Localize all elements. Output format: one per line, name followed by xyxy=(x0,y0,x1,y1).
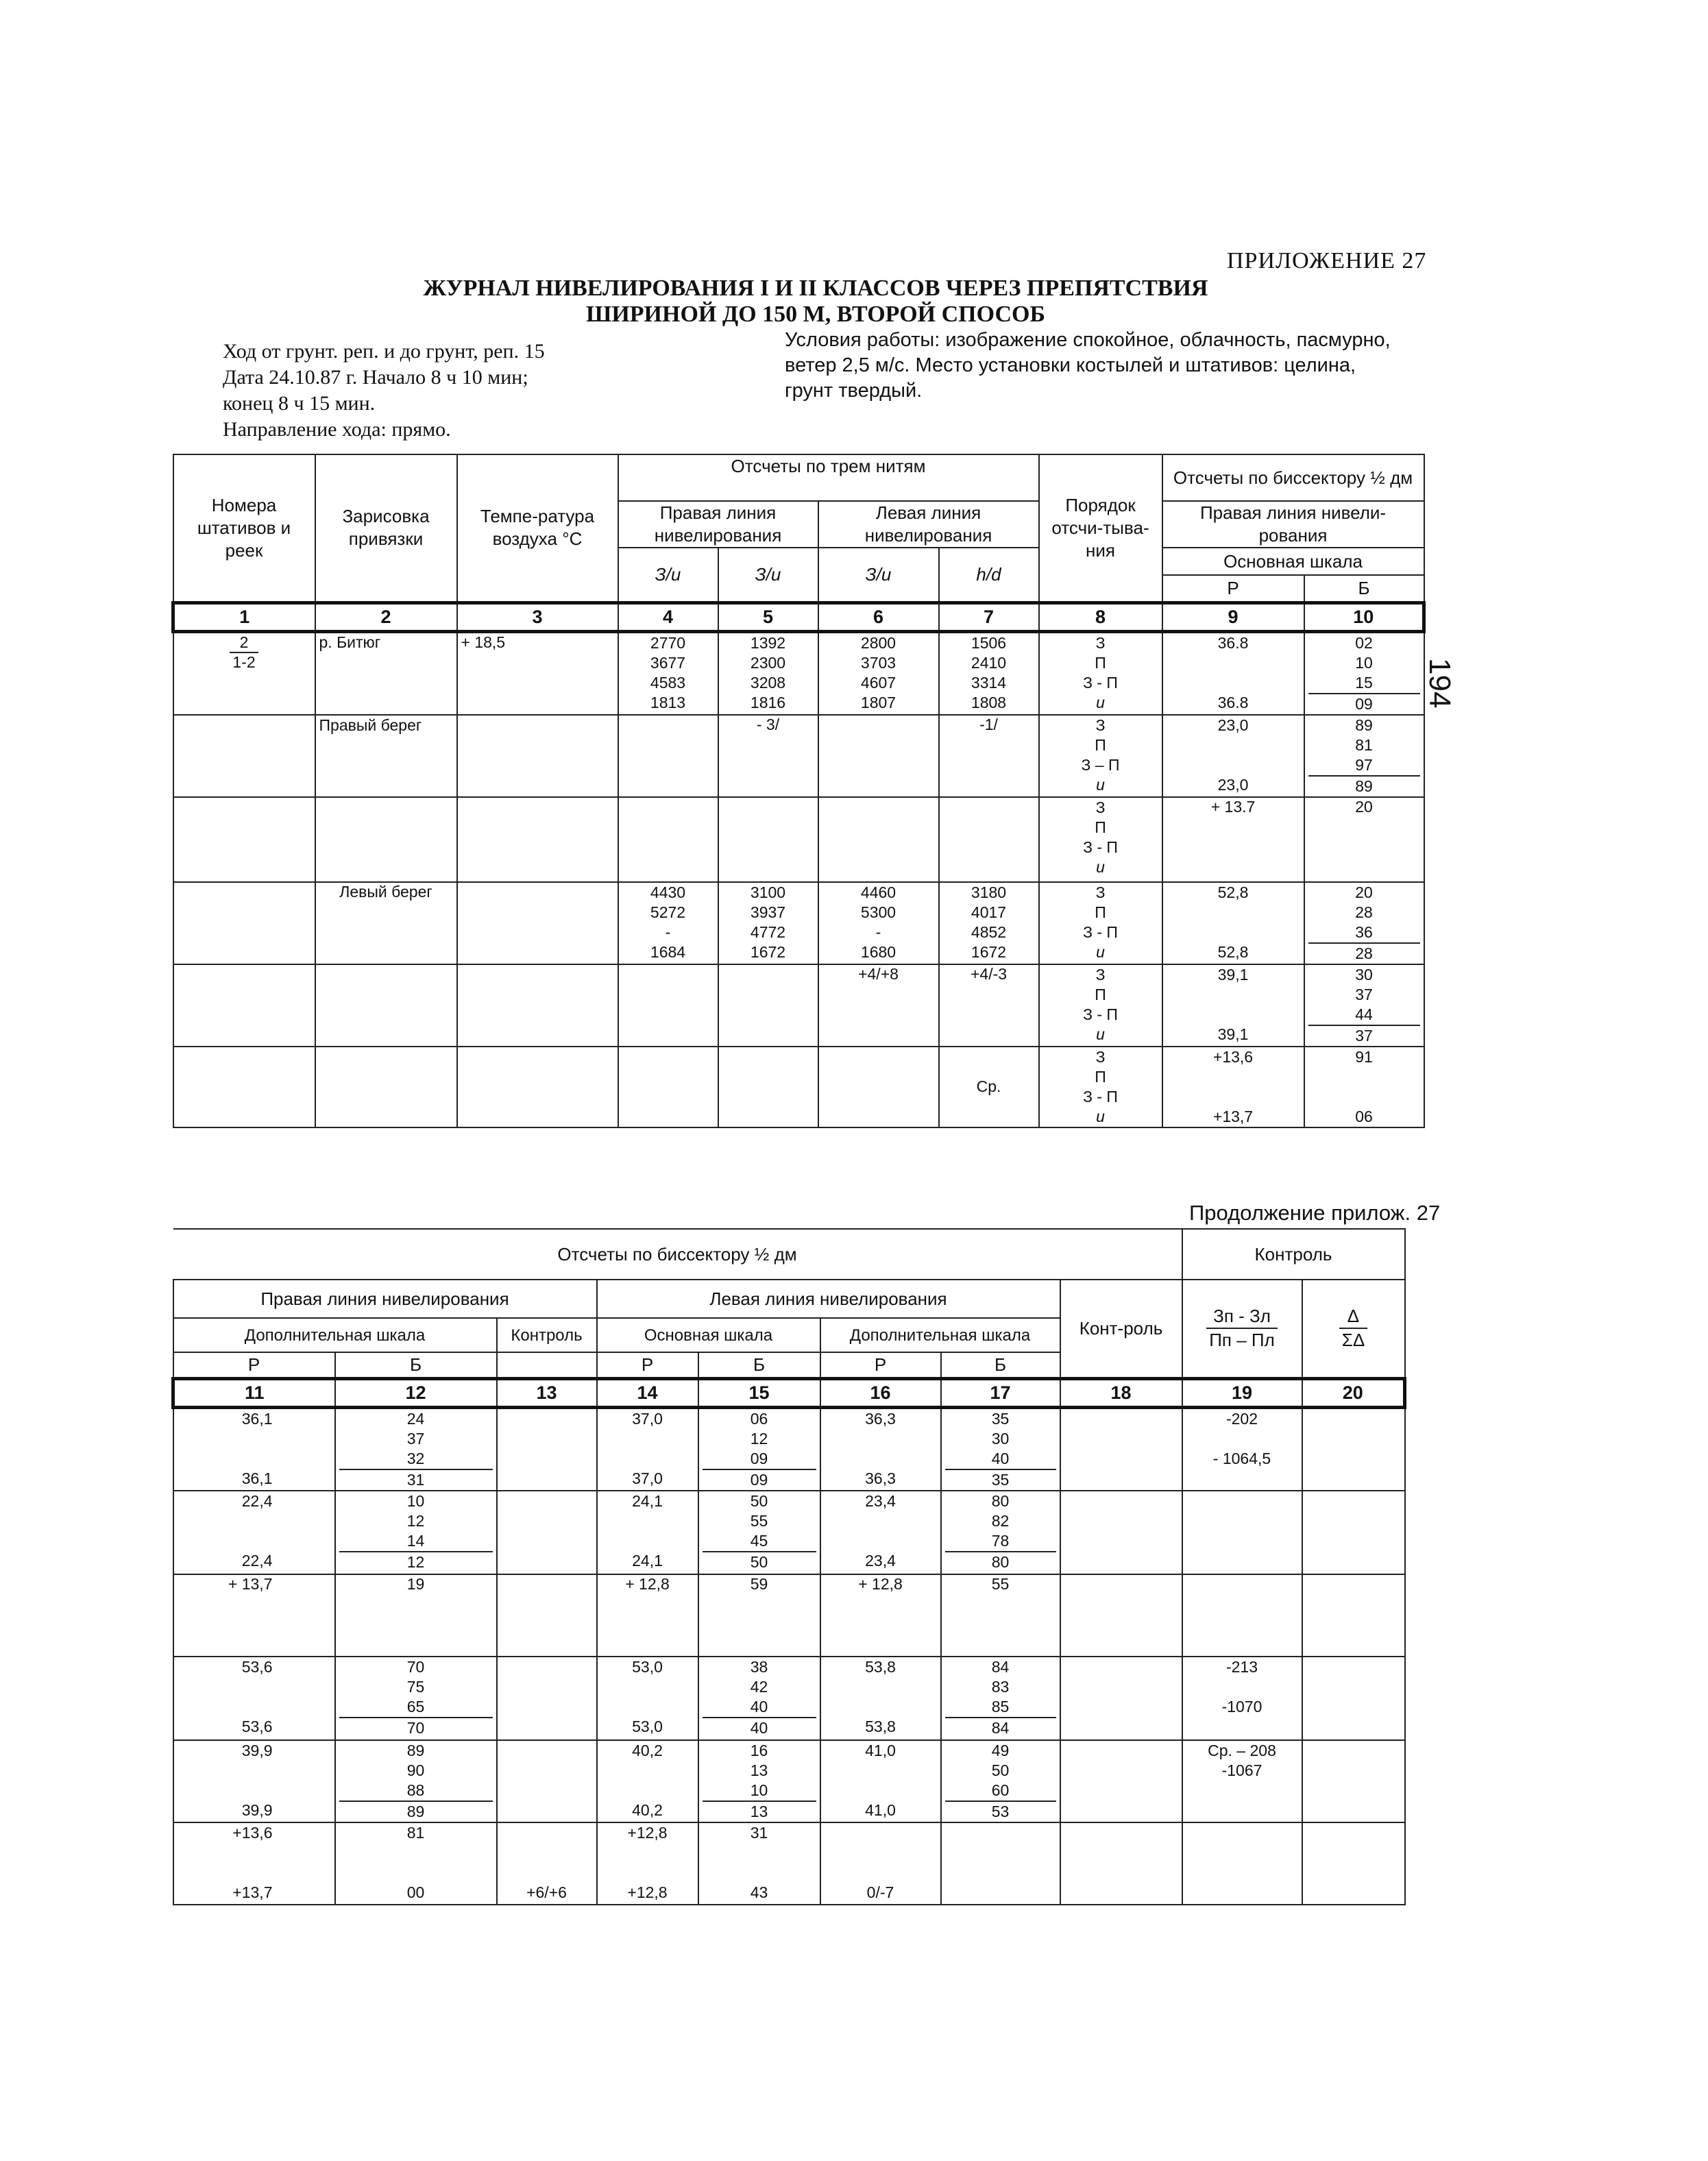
header-B: Б xyxy=(1304,575,1424,602)
header-control-col: Контроль xyxy=(497,1318,597,1352)
empty-cell xyxy=(457,964,618,1047)
header-right-line: Правая линия нивелирования xyxy=(618,501,818,548)
add2-B-cell: 84 83 85 84 xyxy=(941,1657,1060,1740)
main-B-cell: 16 13 10 13 xyxy=(698,1740,820,1822)
add-R-cell: 39,9 39,9 xyxy=(173,1740,335,1822)
table-row xyxy=(173,1407,1405,1491)
header-left-line: Левая линия нивелирования xyxy=(597,1280,1060,1318)
sketch-cell: р. Битюг xyxy=(315,631,457,715)
empty-cell xyxy=(939,797,1039,882)
appendix-label: ПРИЛОЖЕНИЕ 27 xyxy=(1227,248,1427,273)
header-delta: $\frac{\Delta}{\Sigma\Delta}$ xyxy=(1302,1280,1405,1378)
table-row xyxy=(173,1574,1405,1657)
table-row xyxy=(173,1491,1405,1574)
col-num: 8 xyxy=(1039,602,1162,631)
empty-cell xyxy=(497,1740,597,1822)
control-cell: +6/+6 xyxy=(497,1822,597,1905)
main-R-cell: 53,0 53,0 xyxy=(597,1657,698,1740)
empty-cell xyxy=(718,1047,818,1127)
empty-cell xyxy=(1060,1740,1182,1822)
empty-cell xyxy=(497,1657,597,1740)
add2-R-cell: 53,8 53,8 xyxy=(820,1657,941,1740)
bisector-R-cell: + 13.7 xyxy=(1162,797,1304,882)
reading-cell: 2800 3703 4607 1807 xyxy=(818,631,939,715)
col-num: 4 xyxy=(618,602,718,631)
empty-cell xyxy=(618,964,718,1047)
col-num: 1 xyxy=(173,602,315,631)
col-num: 19 xyxy=(1182,1378,1302,1407)
header-R: Р xyxy=(173,1352,335,1378)
col-num: 13 xyxy=(497,1378,597,1407)
empty-cell xyxy=(618,715,718,797)
header-control: Контроль xyxy=(1182,1229,1405,1280)
add-R-cell: +13,6 +13,7 xyxy=(173,1822,335,1905)
reading-cell: 1392 2300 3208 1816 xyxy=(718,631,818,715)
bisector-R-cell: 23,0 23,0 xyxy=(1162,715,1304,797)
add-R-cell: 36,1 36,1 xyxy=(173,1407,335,1491)
empty-cell xyxy=(618,1047,718,1127)
empty-cell xyxy=(1060,1574,1182,1657)
col-num: 9 xyxy=(1162,602,1304,631)
col-num: 7 xyxy=(939,602,1039,631)
order-cell: З П З - П и xyxy=(1039,797,1162,882)
reading-cell: - 3/ xyxy=(718,715,818,797)
header-hd: h/d xyxy=(939,548,1039,602)
empty-cell xyxy=(1302,1491,1405,1574)
bisector-B-cell: 89 81 97 89 xyxy=(1304,715,1424,797)
empty-cell xyxy=(457,715,618,797)
empty-cell xyxy=(1302,1822,1405,1905)
add2-B-cell: 55 xyxy=(941,1574,1060,1657)
reading-cell: -1/ xyxy=(939,715,1039,797)
header-additional-scale-2: Дополнительная шкала xyxy=(820,1318,1060,1352)
reading-cell: 1506 2410 3314 1808 xyxy=(939,631,1039,715)
header-B: Б xyxy=(698,1352,820,1378)
col-num: 11 xyxy=(173,1378,335,1407)
bisector-B-cell: 30 37 44 37 xyxy=(1304,964,1424,1047)
average-label: Ср. xyxy=(939,1047,1039,1127)
page-title-line1: ЖУРНАЛ НИВЕЛИРОВАНИЯ I И II КЛАССОВ ЧЕРЕЗ ПРЕПЯТСТВИЯ xyxy=(423,276,1208,301)
reading-cell: +4/-3 xyxy=(939,964,1039,1047)
empty-cell xyxy=(173,1047,315,1127)
add2-R-cell: 41,0 41,0 xyxy=(820,1740,941,1822)
route-text: Ход от грунт. реп. и до грунт, реп. 15 xyxy=(223,340,545,363)
header-zu-1: З/и xyxy=(618,548,718,602)
bisector-B-cell: 91 06 xyxy=(1304,1047,1424,1127)
empty-cell xyxy=(173,882,315,964)
col-num: 12 xyxy=(335,1378,497,1407)
main-B-cell: 38 42 40 40 xyxy=(698,1657,820,1740)
add2-R-cell: + 12,8 xyxy=(820,1574,941,1657)
empty-cell xyxy=(1060,1491,1182,1574)
reading-cell: 2770 3677 4583 1813 xyxy=(618,631,718,715)
table-row xyxy=(173,715,1424,797)
table-row xyxy=(173,964,1424,1047)
empty-cell xyxy=(457,797,618,882)
col-num: 17 xyxy=(941,1378,1060,1407)
main-B-cell: 59 xyxy=(698,1574,820,1657)
add-B-cell: 24 37 32 31 xyxy=(335,1407,497,1491)
header-reading-order: Порядок отсчи-тыва-ния xyxy=(1039,454,1162,602)
order-cell: З П З - П и xyxy=(1039,882,1162,964)
reading-cell: +4/+8 xyxy=(818,964,939,1047)
empty-cell xyxy=(1182,1491,1302,1574)
add2-B-cell: 80 82 78 80 xyxy=(941,1491,1060,1574)
table-row xyxy=(173,1657,1405,1740)
empty-cell xyxy=(1060,1822,1182,1905)
empty-cell xyxy=(941,1822,1060,1905)
header-R: Р xyxy=(1162,575,1304,602)
header-bisector: Отсчеты по биссектору ½ дм xyxy=(1162,454,1424,501)
sketch-cell: Левый берег xyxy=(315,882,457,964)
main-R-cell: + 12,8 xyxy=(597,1574,698,1657)
col-num: 2 xyxy=(315,602,457,631)
main-R-cell: 24,1 24,1 xyxy=(597,1491,698,1574)
sketch-cell: Правый берег xyxy=(315,715,457,797)
table-row xyxy=(173,1822,1405,1905)
empty-cell xyxy=(1302,1574,1405,1657)
col-num: 14 xyxy=(597,1378,698,1407)
empty-cell xyxy=(718,797,818,882)
col-num: 15 xyxy=(698,1378,820,1407)
leveling-table-part1 xyxy=(171,454,1426,1128)
header-zu-2: З/и xyxy=(718,548,818,602)
add-B-cell: 81 00 xyxy=(335,1822,497,1905)
bisector-R-cell: 52,8 52,8 xyxy=(1162,882,1304,964)
header-R: Р xyxy=(820,1352,941,1378)
main-R-cell: 37,0 37,0 xyxy=(597,1407,698,1491)
ratio-cell: -213 -1070 xyxy=(1182,1657,1302,1740)
bisector-B-cell: 20 28 36 28 xyxy=(1304,882,1424,964)
add-B-cell: 89 90 88 89 xyxy=(335,1740,497,1822)
empty-cell xyxy=(173,964,315,1047)
empty-cell xyxy=(315,797,457,882)
empty-cell xyxy=(497,1352,597,1378)
header-three-threads: Отсчеты по трем нитям xyxy=(618,454,1039,501)
add2-R-cell: 36,3 36,3 xyxy=(820,1407,941,1491)
main-B-cell: 06 12 09 09 xyxy=(698,1407,820,1491)
header-bisector-right: Правая линия нивели-рования xyxy=(1162,501,1424,548)
bisector-B-cell: 20 xyxy=(1304,797,1424,882)
order-cell: З П З - П и xyxy=(1039,631,1162,715)
header-main-scale: Основная шкала xyxy=(597,1318,820,1352)
add-R-cell: 22,4 22,4 xyxy=(173,1491,335,1574)
temp-cell: + 18,5 xyxy=(457,631,618,715)
empty-cell xyxy=(1302,1407,1405,1491)
continuation-label: Продолжение прилож. 27 xyxy=(1189,1201,1441,1225)
empty-cell xyxy=(173,715,315,797)
bisector-R-cell: 36.8 36.8 xyxy=(1162,631,1304,715)
leveling-table-part2 xyxy=(171,1228,1406,1905)
add-R-cell: + 13,7 xyxy=(173,1574,335,1657)
col-num: 3 xyxy=(457,602,618,631)
station-cell: $\frac{2}{1-2}$ xyxy=(173,631,315,715)
add2-R-cell: 23,4 23,4 xyxy=(820,1491,941,1574)
empty-cell xyxy=(618,797,718,882)
empty-cell xyxy=(315,964,457,1047)
table-row xyxy=(173,1047,1424,1127)
col-num: 18 xyxy=(1060,1378,1182,1407)
direction-text: Направление хода: прямо. xyxy=(223,418,451,441)
header-temperature: Темпе-ратура воздуха °C xyxy=(457,454,618,602)
header-right-line: Правая линия нивелирования xyxy=(173,1280,597,1318)
empty-cell xyxy=(497,1574,597,1657)
table-row xyxy=(173,797,1424,882)
col-num: 16 xyxy=(820,1378,941,1407)
col-num: 20 xyxy=(1302,1378,1405,1407)
ratio-cell: Ср. – 208 -1067 xyxy=(1182,1740,1302,1822)
header-main-scale: Основная шкала xyxy=(1162,548,1424,575)
header-zu-3: З/и xyxy=(818,548,939,602)
add-B-cell: 19 xyxy=(335,1574,497,1657)
bisector-R-cell: 39,1 39,1 xyxy=(1162,964,1304,1047)
empty-cell xyxy=(1302,1740,1405,1822)
empty-cell xyxy=(457,1047,618,1127)
empty-cell xyxy=(457,882,618,964)
empty-cell xyxy=(818,1047,939,1127)
work-conditions: Условия работы: изображение спокойное, облачность, пасмурно, ветер 2,5 м/с. Место установки костылей и штативов: целина, грунт твердый. xyxy=(785,329,1391,402)
reading-cell: 4460 5300 - 1680 xyxy=(818,882,939,964)
page-title-line2: ШИРИНОЙ ДО 150 М, ВТОРОЙ СПОСОБ xyxy=(586,302,1045,327)
header-kontrol: Конт-роль xyxy=(1060,1280,1182,1378)
header-R: Р xyxy=(597,1352,698,1378)
add2-R-cell: 0/-7 xyxy=(820,1822,941,1905)
header-B: Б xyxy=(335,1352,497,1378)
main-B-cell: 31 43 xyxy=(698,1822,820,1905)
add2-B-cell: 49 50 60 53 xyxy=(941,1740,1060,1822)
header-left-line: Левая линия нивелирования xyxy=(818,501,1039,548)
add2-B-cell: 35 30 40 35 xyxy=(941,1407,1060,1491)
empty-cell xyxy=(1060,1407,1182,1491)
table-row xyxy=(173,631,1424,715)
empty-cell xyxy=(1182,1822,1302,1905)
reading-cell: 4430 5272 - 1684 xyxy=(618,882,718,964)
empty-cell xyxy=(1060,1657,1182,1740)
table-row xyxy=(173,882,1424,964)
reading-cell: 3100 3937 4772 1672 xyxy=(718,882,818,964)
empty-cell xyxy=(1302,1657,1405,1740)
main-B-cell: 50 55 45 50 xyxy=(698,1491,820,1574)
empty-cell xyxy=(1182,1574,1302,1657)
bisector-B-cell: 02 10 15 09 xyxy=(1304,631,1424,715)
header-stations: Номера штативов и реек xyxy=(173,454,315,602)
col-num: 6 xyxy=(818,602,939,631)
header-B: Б xyxy=(941,1352,1060,1378)
date-text: Дата 24.10.87 г. Начало 8 ч 10 мин; xyxy=(223,366,528,389)
add-B-cell: 10 12 14 12 xyxy=(335,1491,497,1574)
order-cell: З П З – П и xyxy=(1039,715,1162,797)
empty-cell xyxy=(497,1491,597,1574)
main-R-cell: 40,2 40,2 xyxy=(597,1740,698,1822)
add-B-cell: 70 75 65 70 xyxy=(335,1657,497,1740)
empty-cell xyxy=(818,715,939,797)
add-R-cell: 53,6 53,6 xyxy=(173,1657,335,1740)
empty-cell xyxy=(315,1047,457,1127)
empty-cell xyxy=(818,797,939,882)
order-cell: З П З - П и xyxy=(1039,1047,1162,1127)
col-num: 10 xyxy=(1304,602,1424,631)
page-number: 194 xyxy=(1423,658,1456,709)
header-additional-scale: Дополнительная шкала xyxy=(173,1318,497,1352)
reading-cell: 3180 4017 4852 1672 xyxy=(939,882,1039,964)
empty-cell xyxy=(173,797,315,882)
ratio-cell: -202 - 1064,5 xyxy=(1182,1407,1302,1491)
table-row xyxy=(173,1740,1405,1822)
end-time-text: конец 8 ч 15 мин. xyxy=(223,392,376,415)
empty-cell xyxy=(497,1407,597,1491)
col-num: 5 xyxy=(718,602,818,631)
header-bisector: Отсчеты по биссектору ½ дм xyxy=(173,1229,1182,1280)
bisector-R-cell: +13,6 +13,7 xyxy=(1162,1047,1304,1127)
header-sketch: Зарисовка привязки xyxy=(315,454,457,602)
order-cell: З П З - П и xyxy=(1039,964,1162,1047)
empty-cell xyxy=(718,964,818,1047)
main-R-cell: +12,8 +12,8 xyxy=(597,1822,698,1905)
header-ratio: $\frac{Зп - Зл}{Пп - Пл}$ xyxy=(1182,1280,1302,1378)
